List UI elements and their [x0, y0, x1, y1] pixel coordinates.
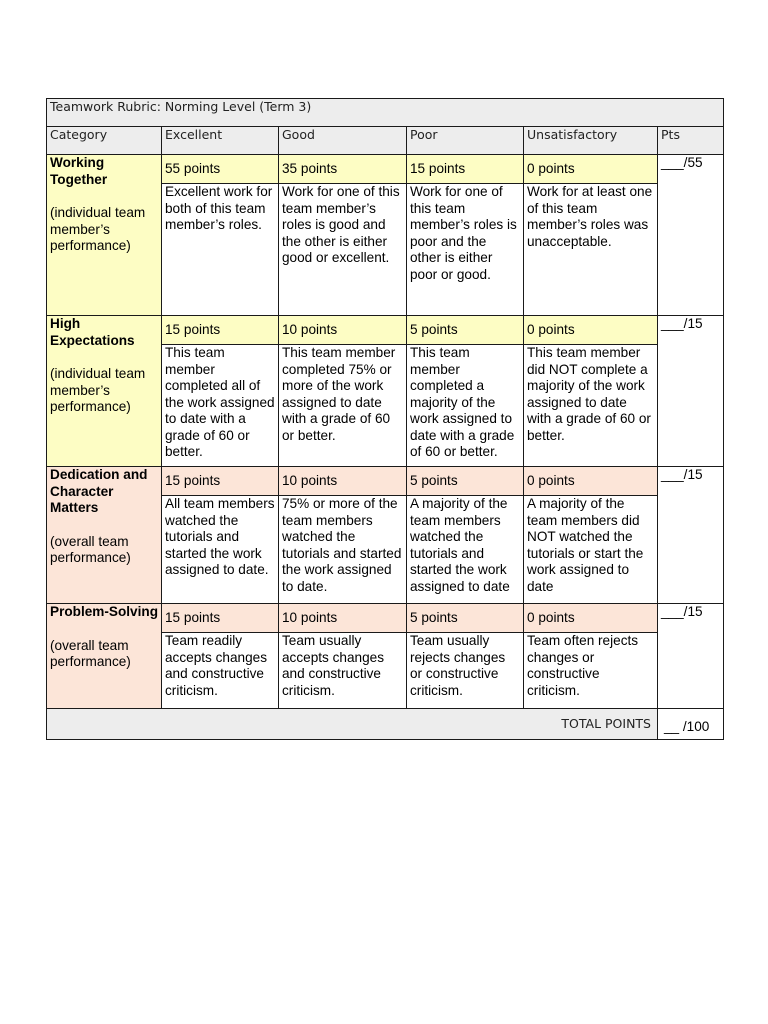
- points-unsatisfactory: 0 points: [524, 316, 658, 345]
- desc-poor: Work for one of this team member’s roles is poor and the other is either poor or good.: [407, 184, 524, 316]
- desc-good: This team member completed 75% or more of the work assigned to date with a grade of 60 or better.: [279, 345, 407, 467]
- points-unsatisfactory: 0 points: [524, 604, 658, 633]
- desc-unsatisfactory: Work for at least one of this team member’s roles was unacceptable.: [524, 184, 658, 316]
- desc-unsatisfactory: A majority of the team members did NOT watched the tutorials or start the work assigned to date: [524, 496, 658, 604]
- header-pts: Pts: [658, 127, 724, 155]
- points-good: 10 points: [279, 316, 407, 345]
- desc-poor: Team usually rejects changes or constructive criticism.: [407, 633, 524, 709]
- desc-excellent: All team members watched the tutorials and started the work assigned to date.: [162, 496, 279, 604]
- row-problem-solving: [47, 604, 724, 633]
- score-field[interactable]: ___/55: [658, 155, 724, 316]
- points-excellent: 15 points: [162, 604, 279, 633]
- score-field[interactable]: ___/15: [658, 604, 724, 709]
- category-cell: [47, 316, 162, 467]
- header-excellent: Excellent: [162, 127, 279, 155]
- points-excellent: 15 points: [162, 467, 279, 496]
- total-label: TOTAL POINTS: [47, 709, 658, 740]
- desc-excellent: Excellent work for both of this team member’s roles.: [162, 184, 279, 316]
- header-good: Good: [279, 127, 407, 155]
- header-poor: Poor: [407, 127, 524, 155]
- row-high-expectations: [47, 316, 724, 345]
- points-unsatisfactory: 0 points: [524, 467, 658, 496]
- rubric-title: Teamwork Rubric: Norming Level (Term 3): [47, 99, 724, 127]
- total-points-field[interactable]: __ /100: [658, 709, 724, 740]
- desc-excellent: Team readily accepts changes and constructive criticism.: [162, 633, 279, 709]
- category-name: Working Together: [50, 155, 108, 187]
- header-category: Category: [47, 127, 162, 155]
- points-poor: 5 points: [407, 316, 524, 345]
- row-working-together: [47, 155, 724, 184]
- header-unsatisfactory: Unsatisfactory: [524, 127, 658, 155]
- points-good: 35 points: [279, 155, 407, 184]
- points-poor: 15 points: [407, 155, 524, 184]
- points-excellent: 15 points: [162, 316, 279, 345]
- category-name: High Expectations: [50, 316, 135, 348]
- points-good: 10 points: [279, 604, 407, 633]
- points-good: 10 points: [279, 467, 407, 496]
- desc-good: Team usually accepts changes and constructive criticism.: [279, 633, 407, 709]
- category-scope: (individual team member’s performance): [50, 366, 146, 414]
- category-cell: [47, 467, 162, 604]
- points-poor: 5 points: [407, 604, 524, 633]
- category-scope: (overall team performance): [50, 533, 131, 565]
- category-scope: (overall team performance): [50, 637, 131, 669]
- row-dedication: [47, 467, 724, 496]
- score-field[interactable]: ___/15: [658, 316, 724, 467]
- desc-poor: This team member completed a majority of the work assigned to date with a grade of 60 or better.: [407, 345, 524, 467]
- points-unsatisfactory: 0 points: [524, 155, 658, 184]
- category-name: Problem-Solving: [50, 604, 159, 619]
- desc-excellent: This team member completed all of the work assigned to date with a grade of 60 or better.: [162, 345, 279, 467]
- desc-poor: A majority of the team members watched the tutorials and started the work assigned to date: [407, 496, 524, 604]
- desc-unsatisfactory: Team often rejects changes or constructive criticism.: [524, 633, 658, 709]
- total-row: [47, 709, 724, 740]
- desc-good: 75% or more of the team members watched the tutorials and started the work assigned to date.: [279, 496, 407, 604]
- points-poor: 5 points: [407, 467, 524, 496]
- category-cell: [47, 604, 162, 709]
- desc-unsatisfactory: This team member did NOT complete a majority of the work assigned to date with a grade of 60 or better.: [524, 345, 658, 467]
- desc-good: Work for one of this team member’s roles is good and the other is either good or excellent.: [279, 184, 407, 316]
- category-scope: (individual team member’s performance): [50, 205, 146, 253]
- points-excellent: 55 points: [162, 155, 279, 184]
- score-field[interactable]: ___/15: [658, 467, 724, 604]
- category-name: Dedication and Character Matters: [50, 467, 148, 515]
- category-cell: [47, 155, 162, 316]
- rubric-table: [46, 98, 724, 740]
